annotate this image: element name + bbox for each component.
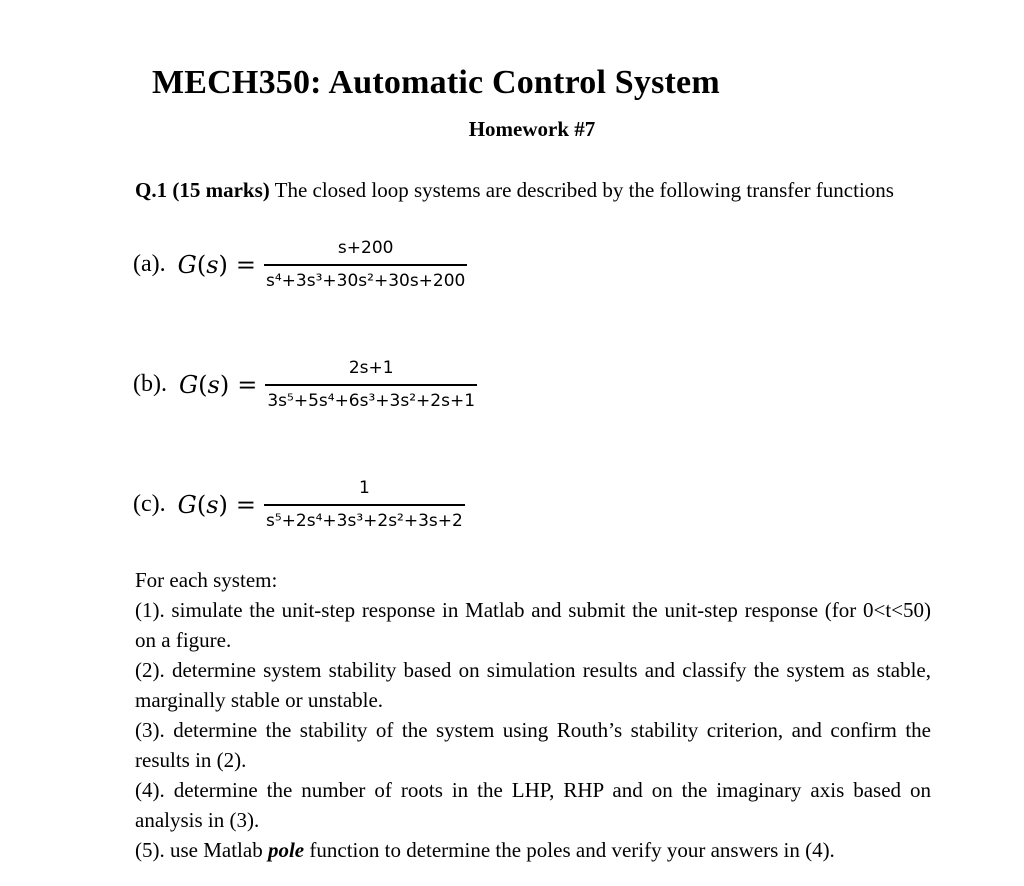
instruction-step-3: (3). determine the stability of the system using Routh’s stability criterion, and confirm the results in (2). (135, 718, 931, 772)
document-subtitle: Homework #7 (468, 117, 596, 141)
pole-function-name: pole (267, 838, 305, 862)
transfer-function-a (133, 238, 467, 291)
step5-before: (5). use Matlab (135, 838, 263, 862)
tf-equals: = (237, 370, 258, 399)
tf-equals: = (235, 490, 256, 519)
step5-after: function to determine the poles and verify your answers in (4). (309, 838, 835, 862)
document-title: MECH350: Automatic Control System (152, 64, 720, 101)
instruction-step-1: (1). simulate the unit-step response in Matlab and submit the unit-step response (for 0<t<50) on a figure. (135, 598, 931, 652)
tf-lhs-var: s (207, 370, 220, 399)
tf-fraction (264, 238, 467, 291)
tf-lhs: G(s) (177, 490, 228, 519)
tf-lhs-func: G (177, 490, 197, 519)
tf-numerator: 1 (359, 478, 370, 498)
instruction-step-4: (4). determine the number of roots in the LHP, RHP and on the imaginary axis based on analysis in (3). (135, 778, 931, 832)
question-text: The closed loop systems are described by the following transfer functions (274, 178, 894, 202)
instruction-step-2: (2). determine system stability based on simulation results and classify the system as stable, marginally stable or unstable. (135, 658, 931, 712)
tf-equals: = (235, 250, 256, 279)
tf-fraction (265, 358, 477, 411)
question-number: Q.1 (135, 178, 168, 202)
tf-numerator: 2s+1 (348, 358, 394, 378)
tf-lhs-var: s (206, 490, 219, 519)
tf-denominator: s⁴+3s³+30s²+30s+200 (264, 264, 467, 291)
question-intro (135, 175, 931, 205)
tf-lhs-func: G (178, 370, 199, 399)
transfer-function-b (133, 358, 477, 411)
question-marks: (15 marks) (172, 178, 270, 202)
tf-denominator: 3s⁵+5s⁴+6s³+3s²+2s+1 (265, 384, 477, 411)
instructions-heading: For each system: (135, 568, 278, 592)
tf-label: (c). (133, 491, 166, 517)
instructions-block (135, 565, 931, 865)
instruction-step-5 (135, 835, 931, 865)
tf-label: (a). (133, 251, 166, 277)
tf-lhs-var: s (206, 250, 219, 279)
transfer-function-c (133, 478, 465, 531)
tf-fraction (264, 478, 465, 531)
tf-lhs-func: G (177, 250, 197, 279)
tf-lhs: G(s) (178, 370, 230, 399)
tf-label: (b). (133, 371, 167, 397)
tf-numerator: s+200 (337, 238, 394, 258)
tf-lhs: G(s) (177, 250, 228, 279)
tf-denominator: s⁵+2s⁴+3s³+2s²+3s+2 (264, 504, 465, 531)
